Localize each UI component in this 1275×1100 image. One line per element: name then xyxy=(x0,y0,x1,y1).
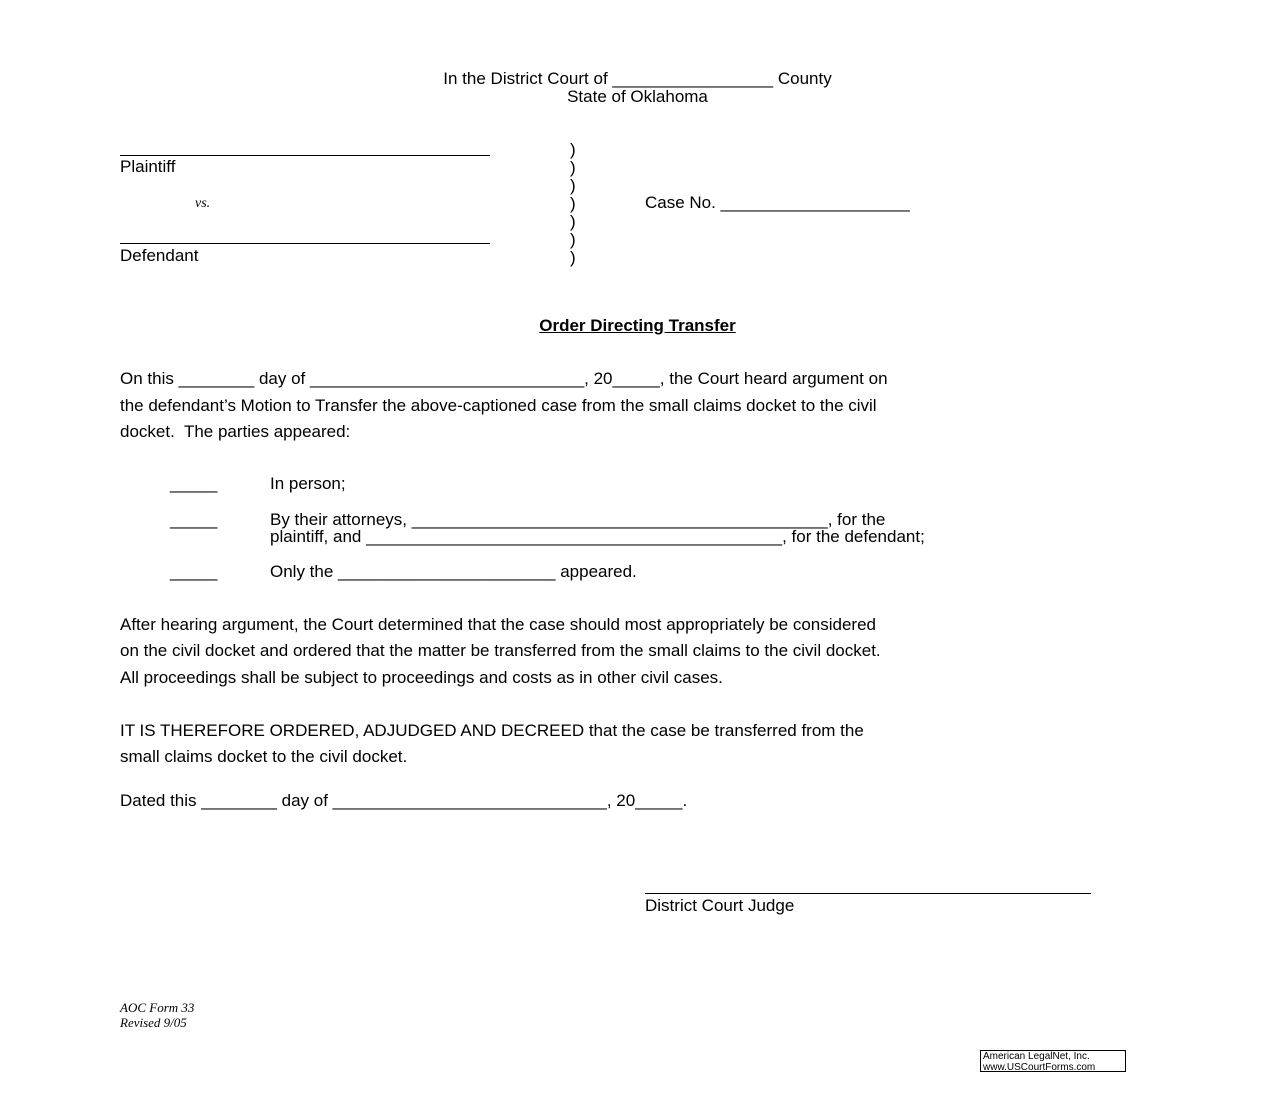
bracket: ) xyxy=(570,248,576,267)
judge-label: District Court Judge xyxy=(645,896,795,915)
judge-signature-line xyxy=(645,893,1091,894)
order-line: IT IS THEREFORE ORDERED, ADJUDGED AND DECREED that the case be transferred from the xyxy=(120,721,864,740)
order-line: small claims docket to the civil docket. xyxy=(120,747,408,766)
finding-line: All proceedings shall be subject to proceedings and costs as in other civil cases. xyxy=(120,668,723,687)
bracket: ) xyxy=(570,140,576,159)
state-heading: State of Oklahoma xyxy=(567,87,708,106)
finding-line: After hearing argument, the Court determined that the case should most appropriately be considered xyxy=(120,615,876,634)
finding-line: on the civil docket and ordered that the matter be transferred from the small claims to the civil docket. xyxy=(120,641,881,660)
intro-line: On this ________ day of _____________________________, 20_____, the Court heard argument on xyxy=(120,369,888,388)
form-number: AOC Form 33 xyxy=(120,1000,195,1015)
bracket: ) xyxy=(570,230,576,249)
publisher-url: www.USCourtForms.com xyxy=(983,1062,1096,1073)
publisher-name: American LegalNet, Inc. xyxy=(983,1051,1090,1062)
publisher-stamp xyxy=(980,1050,1126,1072)
option-attorneys-line: plaintiff, and ____________________________________________, for the defendant; xyxy=(270,527,925,546)
plaintiff-signature-line xyxy=(120,155,490,156)
option-in-person: In person; xyxy=(270,474,346,493)
bracket: ) xyxy=(570,212,576,231)
plaintiff-label: Plaintiff xyxy=(120,157,176,176)
dated-line: Dated this ________ day of _____________________________, 20_____. xyxy=(120,791,688,810)
vs-label: vs. xyxy=(195,196,211,211)
option-only-the: Only the _______________________ appeared. xyxy=(270,562,637,581)
bracket: ) xyxy=(570,158,576,177)
bracket: ) xyxy=(570,194,576,213)
intro-line: the defendant’s Motion to Transfer the above-captioned case from the small claims docket to the civil xyxy=(120,396,877,415)
option-blank-in-person: _____ xyxy=(170,474,218,493)
intro-line: docket. The parties appeared: xyxy=(120,422,351,441)
option-blank-only: _____ xyxy=(170,562,218,581)
option-attorneys-line: By their attorneys, ____________________________________________, for the xyxy=(270,510,886,529)
option-blank-attorneys: _____ xyxy=(170,510,218,529)
form-revised: Revised 9/05 xyxy=(120,1015,187,1030)
document-title: Order Directing Transfer xyxy=(539,316,736,335)
court-heading: In the District Court of _________________ County xyxy=(443,69,832,88)
defendant-label: Defendant xyxy=(120,246,199,265)
defendant-signature-line xyxy=(120,243,490,244)
bracket: ) xyxy=(570,176,576,195)
case-number-field: Case No. ____________________ xyxy=(645,193,910,212)
